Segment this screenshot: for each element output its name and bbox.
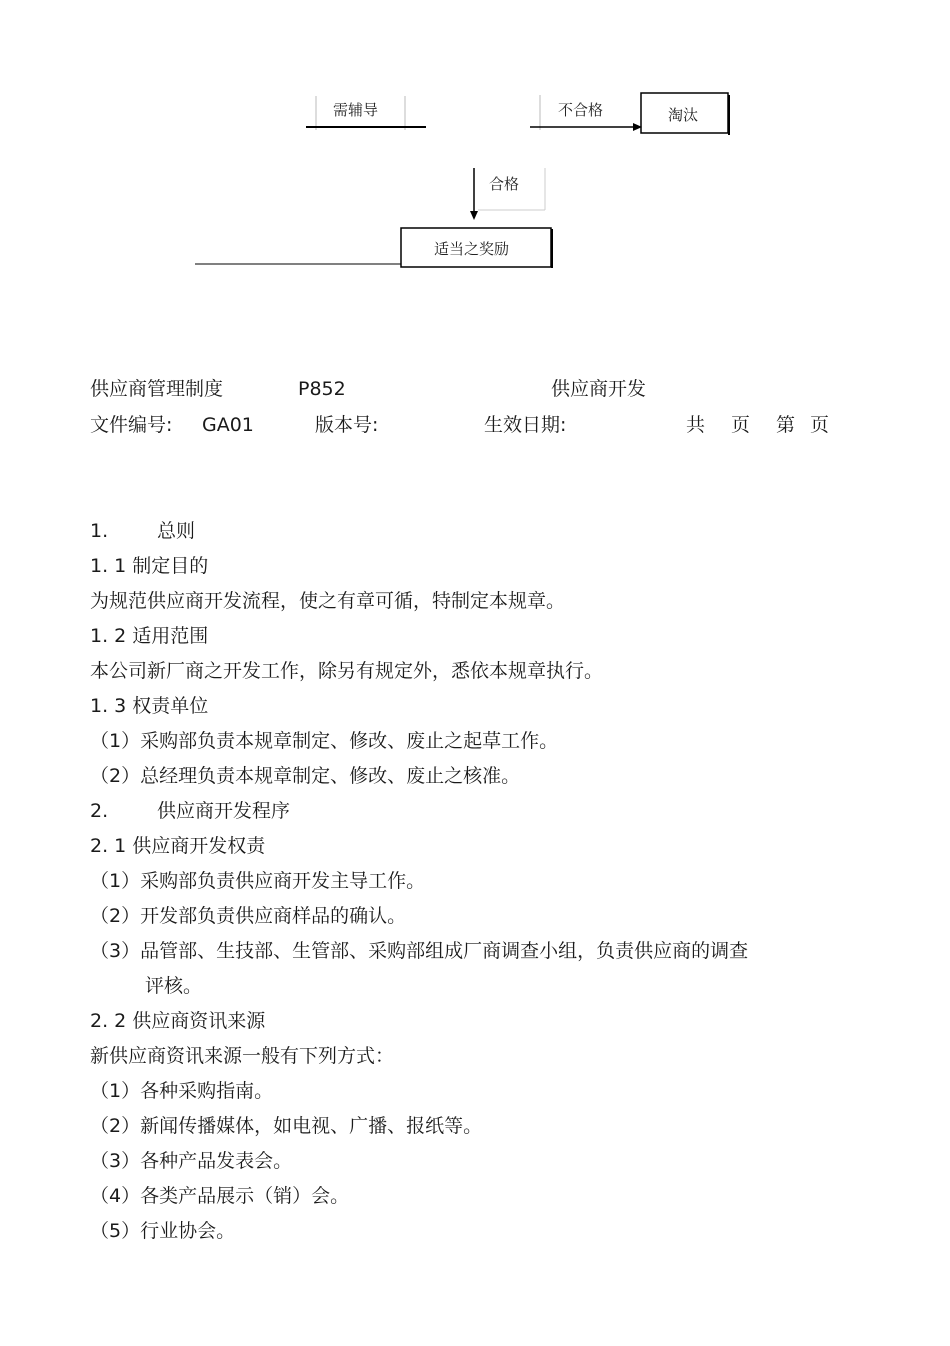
list-item: （3）各种产品发表会。 [90,1150,293,1172]
subsection-heading: 1. 2 适用范围 [90,625,209,647]
version-label: 版本号: [315,414,379,436]
list-item: （3）品管部、生技部、生管部、采购部组成厂商调查小组，负责供应商的调查 [90,940,749,962]
list-item: （1）各种采购指南。 [90,1080,274,1102]
doc-number: GA01 [202,414,254,436]
section-heading [90,796,850,831]
effective-date-label: 生效日期: [484,414,567,436]
paragraph: 为规范供应商开发流程，使之有章可循，特制定本规章。 [90,590,566,612]
list-item: （4）各类产品展示（销）会。 [90,1185,350,1207]
section-number: 1. [90,520,109,542]
subsection-heading: 1. 3 权责单位 [90,695,209,717]
subsection-heading: 2. 2 供应商资讯来源 [90,1010,266,1032]
qualified-label: 合格 [489,175,520,193]
flowchart [0,0,950,300]
doc-section: 供应商开发 [551,378,647,400]
list-item: （2）开发部负责供应商样品的确认。 [90,905,407,927]
document-body [90,516,850,1251]
list-item: （5）行业协会。 [90,1220,236,1242]
doc-code: P852 [298,378,346,400]
subsection-heading: 1. 1 制定目的 [90,555,209,577]
eliminate-box-label: 淘汰 [668,106,699,124]
paragraph: 新供应商资讯来源一般有下列方式： [90,1045,395,1067]
section-title: 总则 [157,520,196,542]
reward-box-label: 适当之奖励 [434,240,510,258]
list-item: （1）采购部负责本规章制定、修改、废止之起草工作。 [90,730,559,752]
needs-coaching-label: 需辅导 [333,101,379,119]
section-title: 供应商开发程序 [157,800,291,822]
paragraph: 本公司新厂商之开发工作，除另有规定外，悉依本规章执行。 [90,660,604,682]
page-number-suffix: 页 [810,414,830,436]
section-heading [90,516,850,551]
total-pages-suffix: 页 [731,414,751,436]
unqualified-label: 不合格 [558,101,604,119]
total-pages-prefix: 共 [686,414,706,436]
list-item: （2）总经理负责本规章制定、修改、废止之核准。 [90,765,521,787]
page-number-prefix: 第 [776,414,796,436]
section-number: 2. [90,800,109,822]
doc-number-label: 文件编号: [90,414,173,436]
list-item-continuation: 评核。 [145,975,203,997]
list-item: （1）采购部负责供应商开发主导工作。 [90,870,426,892]
subsection-heading: 2. 1 供应商开发权责 [90,835,266,857]
list-item: （2）新闻传播媒体，如电视、广播、报纸等。 [90,1115,483,1137]
doc-title: 供应商管理制度 [90,378,224,400]
